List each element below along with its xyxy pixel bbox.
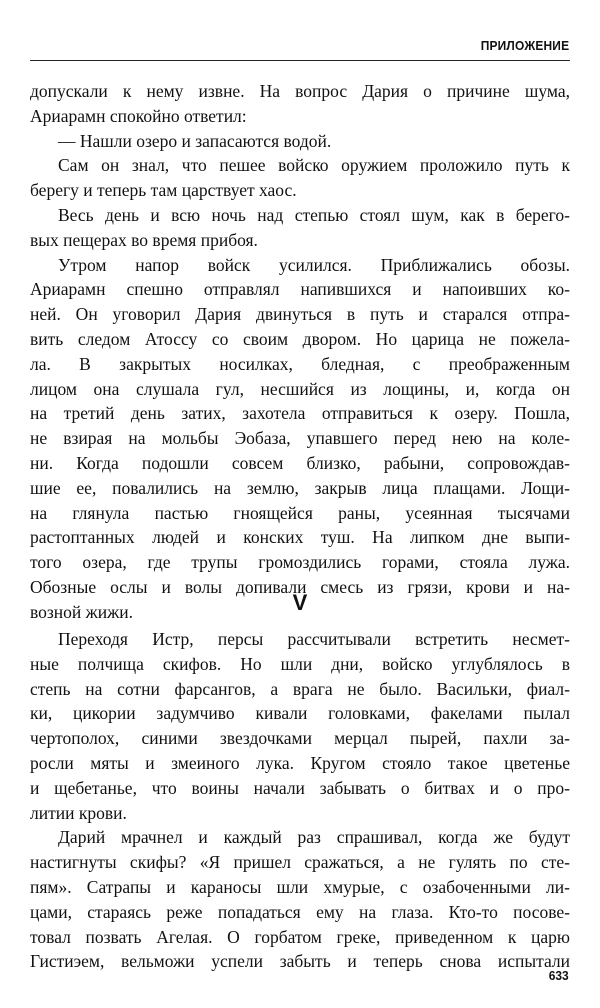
body-text-top bbox=[30, 79, 570, 625]
text-line: цами, стараясь реже попадаться ему на глаза. Кто-то посове- bbox=[30, 901, 570, 922]
text-line: и щебетанье, что воины начали забывать о битвах и о про- bbox=[30, 777, 570, 798]
text-line: лицом она слушала гул, несшийся из лощины, и, когда он bbox=[30, 378, 570, 399]
text-line: берегу и теперь там царствует хаос. bbox=[30, 180, 297, 201]
text-line: ки, цикории задумчиво кивали головками, факелами пылал bbox=[30, 703, 570, 724]
text-line: возной жижи. bbox=[30, 601, 133, 622]
chapter-number: V bbox=[292, 590, 308, 615]
text-line: Дарий мрачнел и каждый раз спрашивал, когда же будут bbox=[58, 827, 570, 848]
text-line: растоптанных людей и конских туш. На липком дне выпи- bbox=[30, 527, 570, 548]
text-line: не взирая на мольбы Эобаза, упавшего перед нею на коле- bbox=[30, 428, 570, 449]
text-line: Переходя Истр, персы рассчитывали встретить несмет- bbox=[58, 629, 570, 649]
text-line: пям». Сатрапы и караносы шли хмурые, с озабоченными ли- bbox=[30, 876, 570, 897]
text-line: ные полчища скифов. Но шли дни, войско углублялось в bbox=[30, 653, 570, 674]
text-line: Обозные ослы и волы допивали смесь из грязи, крови и на- bbox=[30, 576, 570, 597]
text-line: товал позвать Агелая. О горбатом греке, приведенном к царю bbox=[30, 926, 570, 947]
text-line: Весь день и всю ночь над степью стоял шум, как в берего- bbox=[58, 204, 570, 225]
text-line: — Нашли озеро и запасаются водой. bbox=[58, 130, 332, 151]
body-text-bottom bbox=[30, 627, 570, 974]
text-line: шие ее, повалились на землю, закрыв лица плащами. Лощи- bbox=[30, 477, 570, 498]
running-header: ПРИЛОЖЕНИЕ bbox=[480, 38, 569, 53]
text-line: росли мяты и змеиного лука. Кругом стояло такое цветенье bbox=[30, 752, 570, 773]
text-line: Сам он знал, что пешее войско оружием проложило путь к bbox=[58, 155, 570, 176]
text-line: на третий день затих, захотела отправиться к озеру. Пошла, bbox=[30, 403, 570, 424]
text-line: ней. Он уговорил Дария двинуться в путь и старался отпра- bbox=[30, 304, 570, 325]
text-line: на глянула пастью гноящейся раны, усеянная тысячами bbox=[30, 502, 570, 523]
text-line: ни. Когда подошли совсем близко, рабыни, сопровождав- bbox=[30, 452, 570, 473]
text-line: литии крови. bbox=[30, 802, 127, 823]
text-line: вых пещерах во время прибоя. bbox=[30, 229, 258, 250]
text-line: степь на сотни фарсангов, а врага не было. Васильки, фиал- bbox=[30, 678, 570, 699]
text-line: чертополох, синими звездочками мерцал пырей, пахли за- bbox=[30, 728, 570, 749]
text-line: настигнуты скифы? «Я пришел сражаться, а не гулять по сте- bbox=[30, 852, 570, 873]
text-line: вить следом Атоссу со своим двором. Но царица не пожела- bbox=[30, 328, 570, 349]
page-number: 633 bbox=[549, 968, 569, 983]
text-line: Гистиэем, вельможи успели забыть и теперь снова испытали bbox=[30, 951, 570, 972]
text-line: Ариарамн спешно отправлял напившихся и напоивших ко- bbox=[30, 279, 570, 300]
header-rule bbox=[30, 60, 570, 61]
text-line: Ариарамн спокойно ответил: bbox=[30, 105, 247, 126]
text-line: ла. В закрытых носилках, бледная, с преображенным bbox=[30, 353, 570, 374]
text-line: того озера, где трупы громоздились горами, стояла лужа. bbox=[30, 552, 570, 573]
text-line: допускали к нему извне. На вопрос Дария о причине шума, bbox=[30, 81, 570, 101]
text-line: Утром напор войск усилился. Приближались обозы. bbox=[58, 254, 570, 275]
